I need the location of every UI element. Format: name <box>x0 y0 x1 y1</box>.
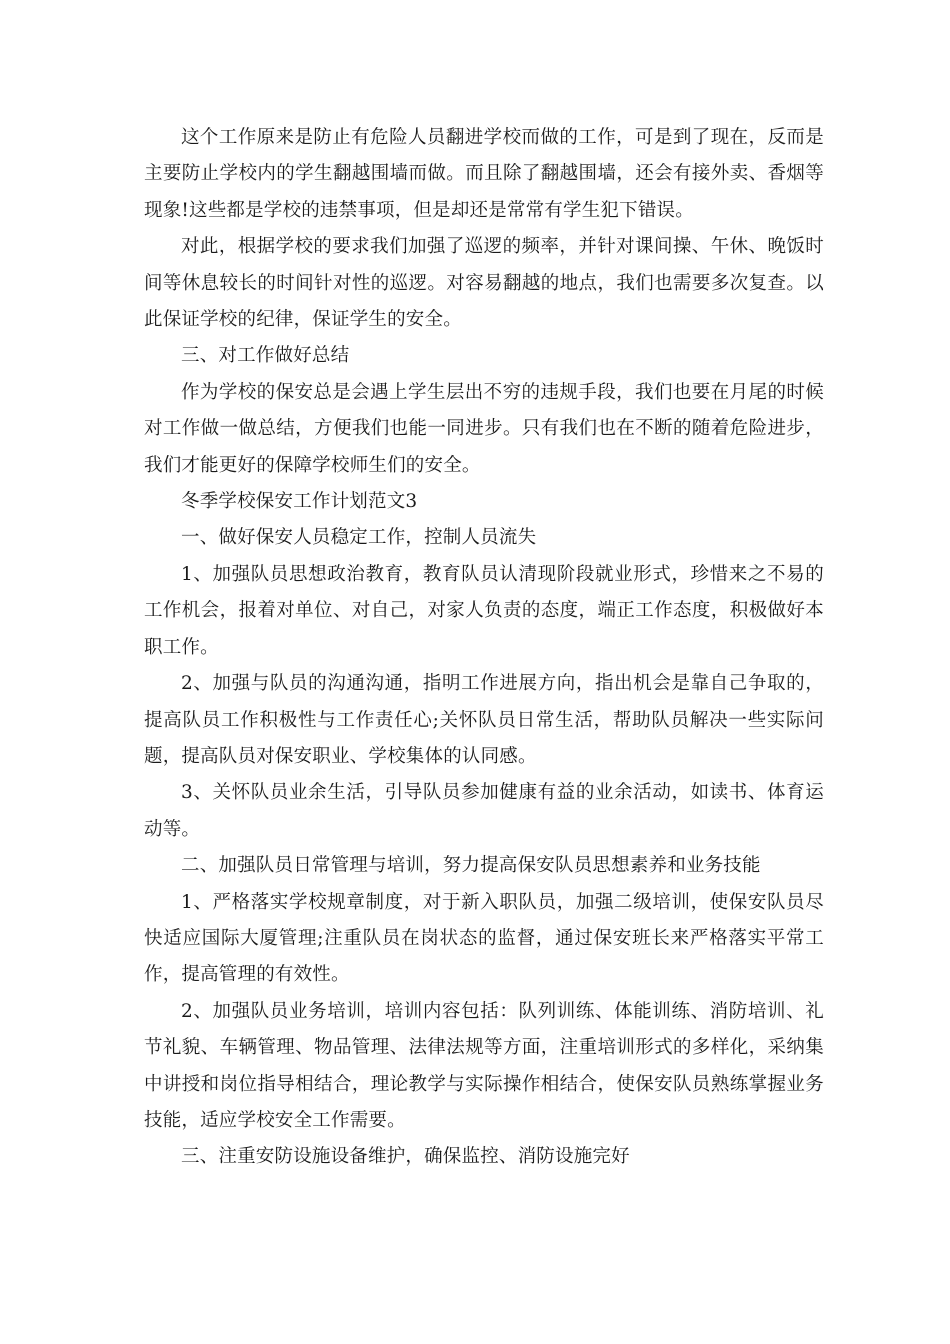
section-heading-stability: 一、做好保安人员稳定工作，控制人员流失 <box>181 527 537 549</box>
list-item-4: 1、严格落实学校规章制度，对于新入职队员，加强二级培训，使保安队员尽快适应国际大厦管理;注重队员在岗状态的监督，通过保安班长来严格落实平常工作，提高管理的有效性。 <box>144 891 824 986</box>
section-heading-training: 二、加强队员日常管理与培训，努力提高保安队员思想素养和业务技能 <box>181 855 761 877</box>
list-item-3: 3、关怀队员业余生活，引导队员参加健康有益的业余活动，如读书、体育运动等。 <box>144 782 824 840</box>
list-item-1: 1、加强队员思想政治教育，教育队员认清现阶段就业形式，珍惜来之不易的工作机会，报着对单位、对自己，对家人负责的态度，端正工作态度，积极做好本职工作。 <box>144 563 824 658</box>
document-body <box>144 120 824 1176</box>
paragraph-1: 这个工作原来是防止有危险人员翻进学校而做的工作，可是到了现在，反而是主要防止学校内的学生翻越围墙而做。而且除了翻越围墙，还会有接外卖、香烟等现象!这些都是学校的违禁事项，但是却还是常常有学生犯下错误。 <box>144 127 824 221</box>
paragraph-2: 对此，根据学校的要求我们加强了巡逻的频率，并针对课间操、午休、晚饭时间等休息较长的时间针对性的巡逻。对容易翻越的地点，我们也需要多次复查。以此保证学校的纪律，保证学生的安全。 <box>144 236 824 331</box>
section-heading-summary: 三、对工作做好总结 <box>181 345 350 367</box>
section-heading-facilities: 三、注重安防设施设备维护，确保监控、消防设施完好 <box>181 1146 630 1168</box>
paragraph-3: 作为学校的保安总是会遇上学生层出不穷的违规手段，我们也要在月尾的时候对工作做一做总结，方便我们也能一同进步。只有我们也在不断的随着危险进步，我们才能更好的保障学校师生们的安全。 <box>144 381 824 476</box>
list-item-5: 2、加强队员业务培训，培训内容包括：队列训练、体能训练、消防培训、礼节礼貌、车辆管理、物品管理、法律法规等方面，注重培训形式的多样化，采纳集中讲授和岗位指导相结合，理论教学与实际操作相结合，使保安队员熟练掌握业务技能，适应学校安全工作需要。 <box>144 1000 824 1131</box>
list-item-2: 2、加强与队员的沟通沟通，指明工作进展方向，指出机会是靠自己争取的，提高队员工作积极性与工作责任心;关怀队员日常生活，帮助队员解决一些实际问题，提高队员对保安职业、学校集体的认同感。 <box>144 673 824 767</box>
document-subtitle: 冬季学校保安工作计划范文3 <box>181 491 418 513</box>
